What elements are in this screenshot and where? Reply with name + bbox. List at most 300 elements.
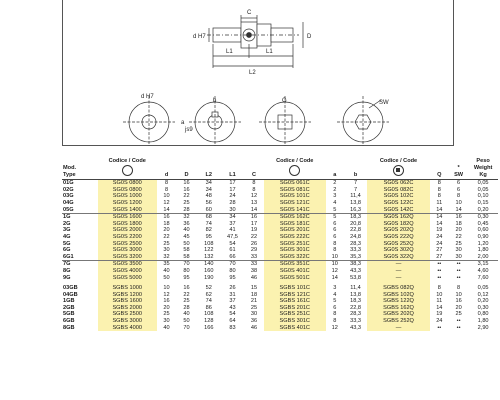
square-bore-icon [393, 165, 404, 176]
value-cell: 48 [205, 193, 212, 200]
value-cell: 50 [183, 240, 190, 247]
value-cell: 4 [333, 291, 337, 298]
model-cell: 05G [63, 206, 74, 213]
code-cell: SG0S 301C [264, 247, 326, 254]
value-cell: 62 [205, 291, 212, 298]
round-bore-icon [122, 165, 133, 176]
model-cell: 3G [63, 227, 71, 234]
value-cell: 17 [229, 180, 236, 187]
value-cell: 16 [449, 214, 468, 221]
header-L1: L1 [221, 158, 245, 180]
value-cell: 11 [436, 199, 443, 206]
model-cell: 6G1 [63, 253, 74, 260]
code-cell: SGBS 102Q [367, 292, 429, 299]
header-L2: L2 [197, 158, 221, 180]
value-cell: 19 [436, 311, 443, 318]
value-cell: 25 [183, 199, 190, 206]
code-cell: SG0S 122C [367, 200, 429, 207]
code-cell: SGBS 301C [264, 318, 326, 325]
value-cell: 66 [229, 253, 236, 260]
value-cell: 43,3 [350, 324, 361, 331]
code-cell: SG0S 3200 [98, 254, 157, 261]
value-cell: 8 [252, 186, 256, 193]
dim-l1-left-label: L1 [226, 49, 233, 55]
value-cell: 18 [455, 220, 462, 227]
code-cell: — [367, 261, 429, 268]
value-cell: 6 [333, 220, 337, 227]
value-cell: 46 [250, 274, 258, 281]
value-cell: 16 [455, 298, 462, 305]
model-cell: 1GB [63, 298, 75, 305]
value-cell: 166 [204, 324, 214, 331]
code-cell: SG0S 322C [264, 254, 326, 261]
value-cell: 36 [183, 220, 190, 227]
value-cell: 0,90 [477, 233, 489, 240]
table-row [62, 275, 498, 282]
value-cell: 11,4 [350, 285, 361, 292]
code-cell: SGBS 1200 [98, 292, 157, 299]
value-cell: 28 [183, 206, 190, 213]
code-cell: SG0S 082C [367, 187, 429, 194]
dim-D-label: D [307, 34, 312, 40]
value-cell: 26 [229, 285, 236, 292]
model-cell: 8GB [63, 324, 75, 331]
code-cell: SG0S 1400 [98, 207, 157, 214]
code-cell: SGBS 251C [264, 311, 326, 318]
value-cell: 38,3 [344, 261, 368, 268]
value-cell: 22 [163, 233, 170, 240]
dim-l2-label: L2 [249, 70, 256, 76]
value-cell: 0,05 [477, 285, 489, 292]
model-cell: 5G [63, 240, 71, 247]
model-cell: 2GB [63, 304, 75, 311]
value-cell: 21 [250, 298, 258, 305]
header-d: d [157, 158, 176, 180]
value-cell: 10 [455, 199, 462, 206]
dim-c-label: C [247, 10, 252, 16]
drawings-svg [63, 0, 455, 146]
code-cell: SG0S 061C [264, 180, 326, 187]
value-cell: 33 [244, 261, 263, 268]
table-row [62, 292, 498, 299]
code-cell: SG0S 2500 [98, 241, 157, 248]
value-cell: 14 [250, 206, 258, 213]
value-cell: 28 [183, 304, 190, 311]
table-row [62, 305, 498, 312]
value-cell: 61 [229, 247, 236, 254]
table-row [62, 227, 498, 234]
table-row [62, 268, 498, 275]
value-cell: 11,4 [350, 193, 361, 200]
value-cell: 5 [333, 298, 337, 305]
value-cell: 7 [353, 180, 358, 187]
value-cell: 140 [197, 261, 221, 268]
universal-joint-drawing [207, 15, 303, 68]
value-cell: 24,8 [350, 233, 361, 240]
value-cell: 0,80 [477, 311, 489, 318]
value-cell: 34 [205, 186, 212, 193]
value-cell: 4 [333, 199, 337, 206]
value-cell: 8 [437, 193, 441, 200]
value-cell: •• [430, 261, 449, 268]
code-cell: SGBS 252Q [367, 318, 429, 325]
spec-table-body [62, 180, 498, 332]
value-cell: 10 [436, 291, 443, 298]
dim-a-label: a [181, 120, 185, 126]
value-cell: 6 [457, 186, 461, 193]
value-cell: 8 [437, 186, 441, 193]
value-cell: 16 [244, 214, 263, 221]
value-cell: 8 [437, 180, 441, 187]
value-cell: 10 [331, 253, 338, 260]
value-cell: 1,80 [477, 318, 489, 325]
code-cell: SG0S 1600 [98, 214, 157, 221]
value-cell: 0,15 [477, 199, 489, 206]
code-cell: SG0S 142C [367, 207, 429, 214]
value-cell: 5 [333, 206, 337, 213]
value-cell: 22 [455, 233, 462, 240]
value-cell: 33,3 [350, 247, 361, 254]
code-cell: SGBS 202Q [367, 311, 429, 318]
value-cell: 95 [229, 274, 236, 281]
value-cell: 40 [183, 311, 190, 318]
value-cell: 8 [437, 285, 441, 292]
value-cell: 160 [204, 267, 214, 274]
value-cell: 25 [455, 311, 462, 318]
code-cell: SGBS 121C [264, 292, 326, 299]
value-cell: •• [437, 274, 442, 281]
dim-dh7-label: d H7 [193, 34, 206, 40]
code-cell: SGBS 101C [264, 285, 326, 292]
model-cell: 4G [63, 233, 71, 240]
value-cell: 34 [205, 180, 212, 187]
value-cell: 30 [250, 311, 258, 318]
dim-dh7-small-label: d H7 [141, 94, 154, 100]
value-cell: 190 [204, 274, 214, 281]
model-cell: 02G [63, 186, 74, 193]
value-cell: 34 [221, 214, 245, 221]
value-cell: 2 [333, 180, 337, 187]
value-cell: 40 [183, 227, 190, 234]
technical-drawings-panel [62, 0, 454, 146]
table-row [62, 254, 498, 261]
value-cell: 50 [183, 318, 190, 325]
spec-table [62, 158, 498, 331]
value-cell: 30 [229, 206, 236, 213]
value-cell: 80 [229, 267, 236, 274]
value-cell: 28,3 [350, 240, 361, 247]
value-cell: 86 [205, 304, 212, 311]
value-cell: 31 [229, 291, 236, 298]
code-cell: SG0S 2200 [98, 234, 157, 241]
value-cell: 1,20 [477, 240, 489, 247]
header-b: b [344, 158, 368, 180]
code-cell: SG0S 2000 [98, 227, 157, 234]
value-cell: 16 [157, 214, 176, 221]
value-cell: 18,3 [350, 298, 361, 305]
value-cell: 41 [229, 227, 236, 234]
value-cell: 33,3 [350, 318, 361, 325]
value-cell: 2,90 [477, 324, 489, 331]
value-cell: 24 [229, 193, 236, 200]
value-cell: 70 [183, 324, 190, 331]
value-cell: •• [437, 267, 442, 274]
value-cell: 68 [197, 214, 221, 221]
code-cell: SGBS 4000 [98, 325, 157, 332]
value-cell: 0,30 [468, 214, 498, 221]
value-cell: 6 [333, 304, 337, 311]
code-cell: SG0S 501C [264, 275, 326, 282]
value-cell: 70 [221, 261, 245, 268]
value-cell: 30 [163, 247, 170, 254]
value-cell: 64 [229, 318, 236, 325]
code-cell: SG0S 162Q [367, 214, 429, 221]
value-cell: 32 [176, 214, 197, 221]
value-cell: 53,8 [350, 274, 361, 281]
value-cell: 30 [455, 247, 462, 254]
value-cell: 12 [331, 324, 338, 331]
dim-b-label: b [213, 98, 217, 104]
value-cell: 6 [333, 233, 337, 240]
model-cell: 1G [62, 214, 98, 221]
value-cell: 20 [163, 304, 170, 311]
table-row [62, 298, 498, 305]
code-cell: SGBS 2500 [98, 311, 157, 318]
value-cell: 12 [250, 193, 258, 200]
model-cell: 9G [63, 274, 71, 281]
value-cell: 10 [326, 261, 344, 268]
table-row [62, 241, 498, 248]
model-cell: 2G [63, 220, 71, 227]
table-row [62, 247, 498, 254]
code-cell: SG0S 3000 [98, 247, 157, 254]
value-cell: 95 [205, 233, 212, 240]
code-cell: SG0S 252Q [367, 241, 429, 248]
value-cell: 0,10 [477, 193, 489, 200]
value-cell: 1,80 [477, 247, 489, 254]
table-row [62, 200, 498, 207]
value-cell: 14 [436, 304, 443, 311]
code-cell: SG0S 4000 [98, 268, 157, 275]
value-cell: 36 [250, 318, 258, 325]
table-row [62, 187, 498, 194]
value-cell: •• [456, 274, 461, 281]
code-cell: SGBS 1600 [98, 298, 157, 305]
table-row [62, 207, 498, 214]
value-cell: 37 [229, 220, 236, 227]
value-cell: 43,3 [350, 267, 361, 274]
value-cell: 2 [333, 186, 337, 193]
value-cell: 20 [455, 227, 462, 234]
model-cell: 03GB [63, 285, 78, 292]
value-cell: 82 [205, 227, 212, 234]
value-cell: 17 [250, 220, 258, 227]
table-row [62, 234, 498, 241]
value-cell: •• [456, 318, 461, 325]
value-cell: 26 [250, 240, 258, 247]
spec-table-header [62, 158, 498, 180]
code-cell: SG0S 201C [264, 227, 326, 234]
code-cell: SG0S 181C [264, 221, 326, 228]
value-cell: 58 [183, 253, 190, 260]
value-cell: 38 [250, 267, 258, 274]
value-cell: 3 [333, 285, 337, 292]
value-cell: 8 [333, 247, 337, 254]
value-cell: 27 [436, 247, 443, 254]
value-cell: 25 [250, 304, 258, 311]
value-cell: 7 [353, 186, 358, 193]
value-cell: 60 [205, 206, 212, 213]
value-cell: 18,3 [344, 214, 368, 221]
value-cell: 30 [163, 318, 170, 325]
value-cell: 6 [333, 227, 337, 234]
value-cell: 12 [163, 199, 170, 206]
value-cell: 0,12 [477, 291, 489, 298]
value-cell: 122 [204, 247, 214, 254]
value-cell: 33 [250, 253, 258, 260]
code-cell: — [367, 275, 429, 282]
value-cell: 74 [205, 220, 212, 227]
value-cell: 24 [436, 233, 443, 240]
value-cell: 46 [250, 324, 258, 331]
model-cell: 5GB [63, 311, 75, 318]
value-cell: 10 [163, 193, 170, 200]
value-cell: 13 [250, 199, 258, 206]
value-cell: 14 [455, 206, 462, 213]
value-cell: 14 [430, 214, 449, 221]
model-cell: 04G [63, 199, 74, 206]
value-cell: 47,5 [227, 233, 238, 240]
value-cell: 13,8 [350, 291, 361, 298]
value-cell: 16 [183, 180, 190, 187]
value-cell: 6 [457, 180, 461, 187]
model-cell: 01G [63, 180, 74, 187]
value-cell: 54 [229, 311, 236, 318]
value-cell: 0,05 [477, 180, 489, 187]
header-a: a [326, 158, 344, 180]
value-cell: 35 [157, 261, 176, 268]
value-cell: 50 [163, 274, 170, 281]
header-Q: Q [430, 158, 449, 180]
code-cell: SG0S 102C [367, 193, 429, 200]
value-cell: 12 [163, 291, 170, 298]
value-cell: 58 [183, 247, 190, 254]
table-row [62, 193, 498, 200]
value-cell: 25 [163, 240, 170, 247]
value-cell: 0,20 [477, 206, 489, 213]
value-cell: 80 [183, 267, 190, 274]
code-cell: — [367, 268, 429, 275]
value-cell: 20,8 [350, 220, 361, 227]
value-cell: 30 [455, 253, 462, 260]
value-cell: 128 [204, 318, 214, 325]
value-cell: •• [437, 324, 442, 331]
value-cell: 22 [250, 233, 258, 240]
value-cell: 0,20 [477, 298, 489, 305]
value-cell: 52 [205, 285, 212, 292]
value-cell: 56 [205, 199, 212, 206]
value-cell: 18 [163, 220, 170, 227]
value-cell: 0,30 [477, 304, 489, 311]
value-cell: 32 [163, 253, 170, 260]
value-cell: 22,8 [350, 304, 361, 311]
code-cell: SGBS 161C [264, 298, 326, 305]
value-cell: •• [449, 261, 468, 268]
code-cell: SG0S 251C [264, 241, 326, 248]
round-bore-icon [123, 96, 175, 146]
value-cell: 16 [183, 186, 190, 193]
value-cell: 24 [436, 318, 443, 325]
value-cell: 28 [229, 199, 236, 206]
value-cell: 40 [163, 267, 170, 274]
value-cell: 8 [164, 180, 169, 187]
code-cell: SG0S 302Q [367, 247, 429, 254]
dim-g-label: G [282, 98, 287, 104]
value-cell: 35,3 [350, 253, 361, 260]
value-cell: 11 [436, 298, 443, 305]
model-cell: 03G [63, 193, 74, 200]
value-cell: 22 [183, 193, 190, 200]
value-cell: 2,00 [477, 253, 489, 260]
code-cell: SG0S 062C [367, 180, 429, 187]
value-cell: 25 [183, 298, 190, 305]
value-cell: •• [456, 267, 461, 274]
code-cell: SGBS 162Q [367, 305, 429, 312]
dim-sw-label: SW [379, 100, 389, 106]
table-row [62, 221, 498, 228]
code-cell: SG0S 5000 [98, 275, 157, 282]
code-cell: SG0S 1200 [98, 200, 157, 207]
value-cell: 16 [163, 298, 170, 305]
value-cell: 0,45 [477, 220, 489, 227]
keyway-bore-icon [289, 165, 300, 176]
value-cell: 8 [333, 311, 337, 318]
value-cell: 24 [436, 240, 443, 247]
code-cell: SG0S 121C [264, 200, 326, 207]
table-row [62, 318, 498, 325]
value-cell: 83 [229, 324, 236, 331]
header-sw: * SW [449, 158, 468, 180]
value-cell: 8 [164, 186, 169, 193]
value-cell: 16,3 [350, 206, 361, 213]
code-cell: SG0S 162C [264, 214, 326, 221]
table-row [62, 180, 498, 187]
value-cell: 27 [436, 253, 443, 260]
value-cell: 15 [250, 285, 258, 292]
value-cell: 19 [250, 227, 258, 234]
value-cell: 70 [176, 261, 197, 268]
code-cell: SGBS 3000 [98, 318, 157, 325]
value-cell: 5 [326, 214, 344, 221]
model-cell: 8G [63, 267, 71, 274]
code-cell: SGBS 201C [264, 305, 326, 312]
header-peso: Peso Weight Kg [468, 158, 498, 180]
value-cell: 4,60 [477, 267, 489, 274]
value-cell: 14 [163, 206, 170, 213]
value-cell: 14 [436, 206, 443, 213]
value-cell: 40 [163, 324, 170, 331]
model-cell: 6G [63, 247, 71, 254]
dim-js9-label: js9 [185, 127, 193, 133]
value-cell: •• [456, 324, 461, 331]
value-cell: 29 [250, 247, 258, 254]
code-cell: SG0S 0800 [98, 187, 157, 194]
value-cell: 74 [205, 298, 212, 305]
value-cell: 8 [457, 193, 461, 200]
value-cell: 54 [229, 240, 236, 247]
value-cell: 108 [204, 311, 214, 318]
table-row [62, 311, 498, 318]
